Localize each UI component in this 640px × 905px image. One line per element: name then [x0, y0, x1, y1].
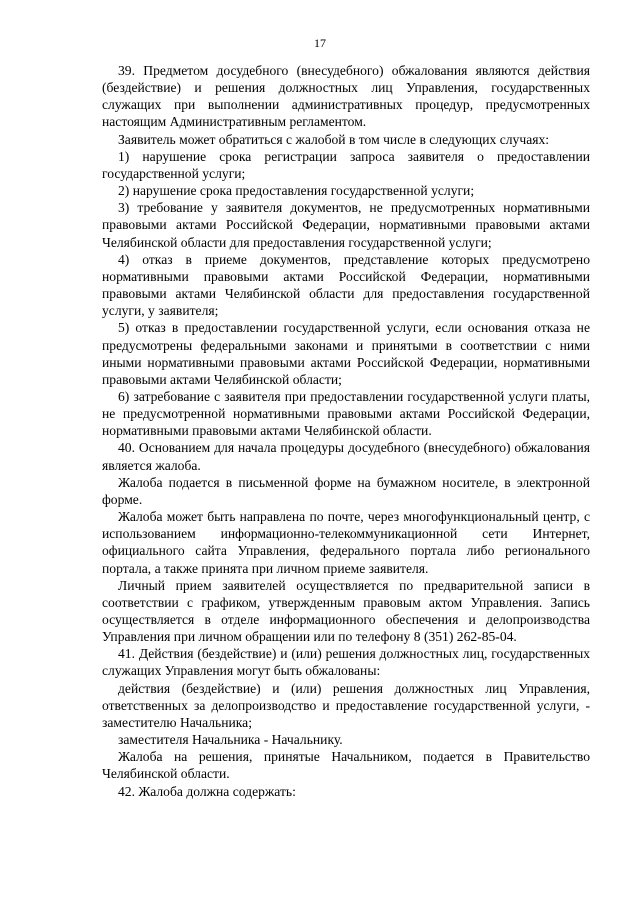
list-item-3: 3) требование у заявителя документов, не предусмотренных нормативными правовыми актами Российской Федерации, нормативными правовыми актами Челябинской области для предоставления государственной услуги;	[102, 200, 590, 250]
list-item-1: 1) нарушение срока регистрации запроса заявителя о предоставлении государственной услуги;	[102, 148, 590, 181]
paragraph-appeal-to-head: заместителя Начальника - Начальнику.	[118, 732, 343, 748]
list-item-5: 5) отказ в предоставлении государственной услуги, если основания отказа не предусмотрены федеральными законами и принятыми в соответствии с ними иными нормативными правовыми актами Российской Федерации, нормативными правовыми актами Челябинской области;	[102, 320, 590, 387]
paragraph-appeal-to-government: Жалоба на решения, принятые Начальником, подается в Правительство Челябинской области.	[102, 749, 590, 782]
paragraph-complaint-cases-intro: Заявитель может обратиться с жалобой в том числе в следующих случаях:	[118, 131, 550, 147]
list-item-6: 6) затребование с заявителя при предоставлении государственной услуги платы, не предусмотренной нормативными правовыми актами Российской Федерации, нормативными правовыми актами Челябинской области.	[102, 388, 590, 439]
paragraph-personal-reception: Личный прием заявителей осуществляется по предварительной записи в соответствии с графиком, утвержденным правовым актом Управления. Запись осуществляется в отделе информационного обеспечения и делопроизводства Управления при личном обращении или по телефону 8 (351) 262-85-04.	[102, 577, 590, 645]
paragraph-complaint-channels: Жалоба может быть направлена по почте, через многофункциональный центр, с использованием информационно-телекоммуникационной сети Интернет, официального сайта Управления, федерального портала либо регионального портала, а также принята при личном приеме заявителя.	[102, 509, 590, 576]
paragraph-complaint-form: Жалоба подается в письменной форме на бумажном носителе, в электронной форме.	[102, 474, 590, 507]
list-item-4: 4) отказ в приеме документов, представление которых предусмотрено нормативными правовыми актами Российской Федерации, нормативными правовыми актами Челябинской области для предоставления государственной услуги, у заявителя;	[102, 251, 590, 319]
list-item-2: 2) нарушение срока предоставления государственной услуги;	[118, 183, 475, 199]
paragraph-42: 42. Жалоба должна содержать:	[118, 783, 296, 799]
paragraph-39: 39. Предметом досудебного (внесудебного) обжалования являются действия (бездействие) и решения должностных лиц Управления, государственных служащих при выполнении административных процедур, предусмотренных настоящим Административным регламентом.	[102, 63, 590, 130]
page-number: 17	[314, 36, 326, 50]
paragraph-41: 41. Действия (бездействие) и (или) решения должностных лиц, государственных служащих Управления могут быть обжалованы:	[102, 646, 590, 679]
document-body	[102, 62, 590, 800]
paragraph-40: 40. Основанием для начала процедуры досудебного (внесудебного) обжалования является жалоба.	[102, 440, 590, 473]
paragraph-appeal-to-deputy: действия (бездействие) и (или) решения должностных лиц Управления, ответственных за делопроизводство и предоставление государственной услуги, - заместителю Начальника;	[102, 680, 590, 730]
